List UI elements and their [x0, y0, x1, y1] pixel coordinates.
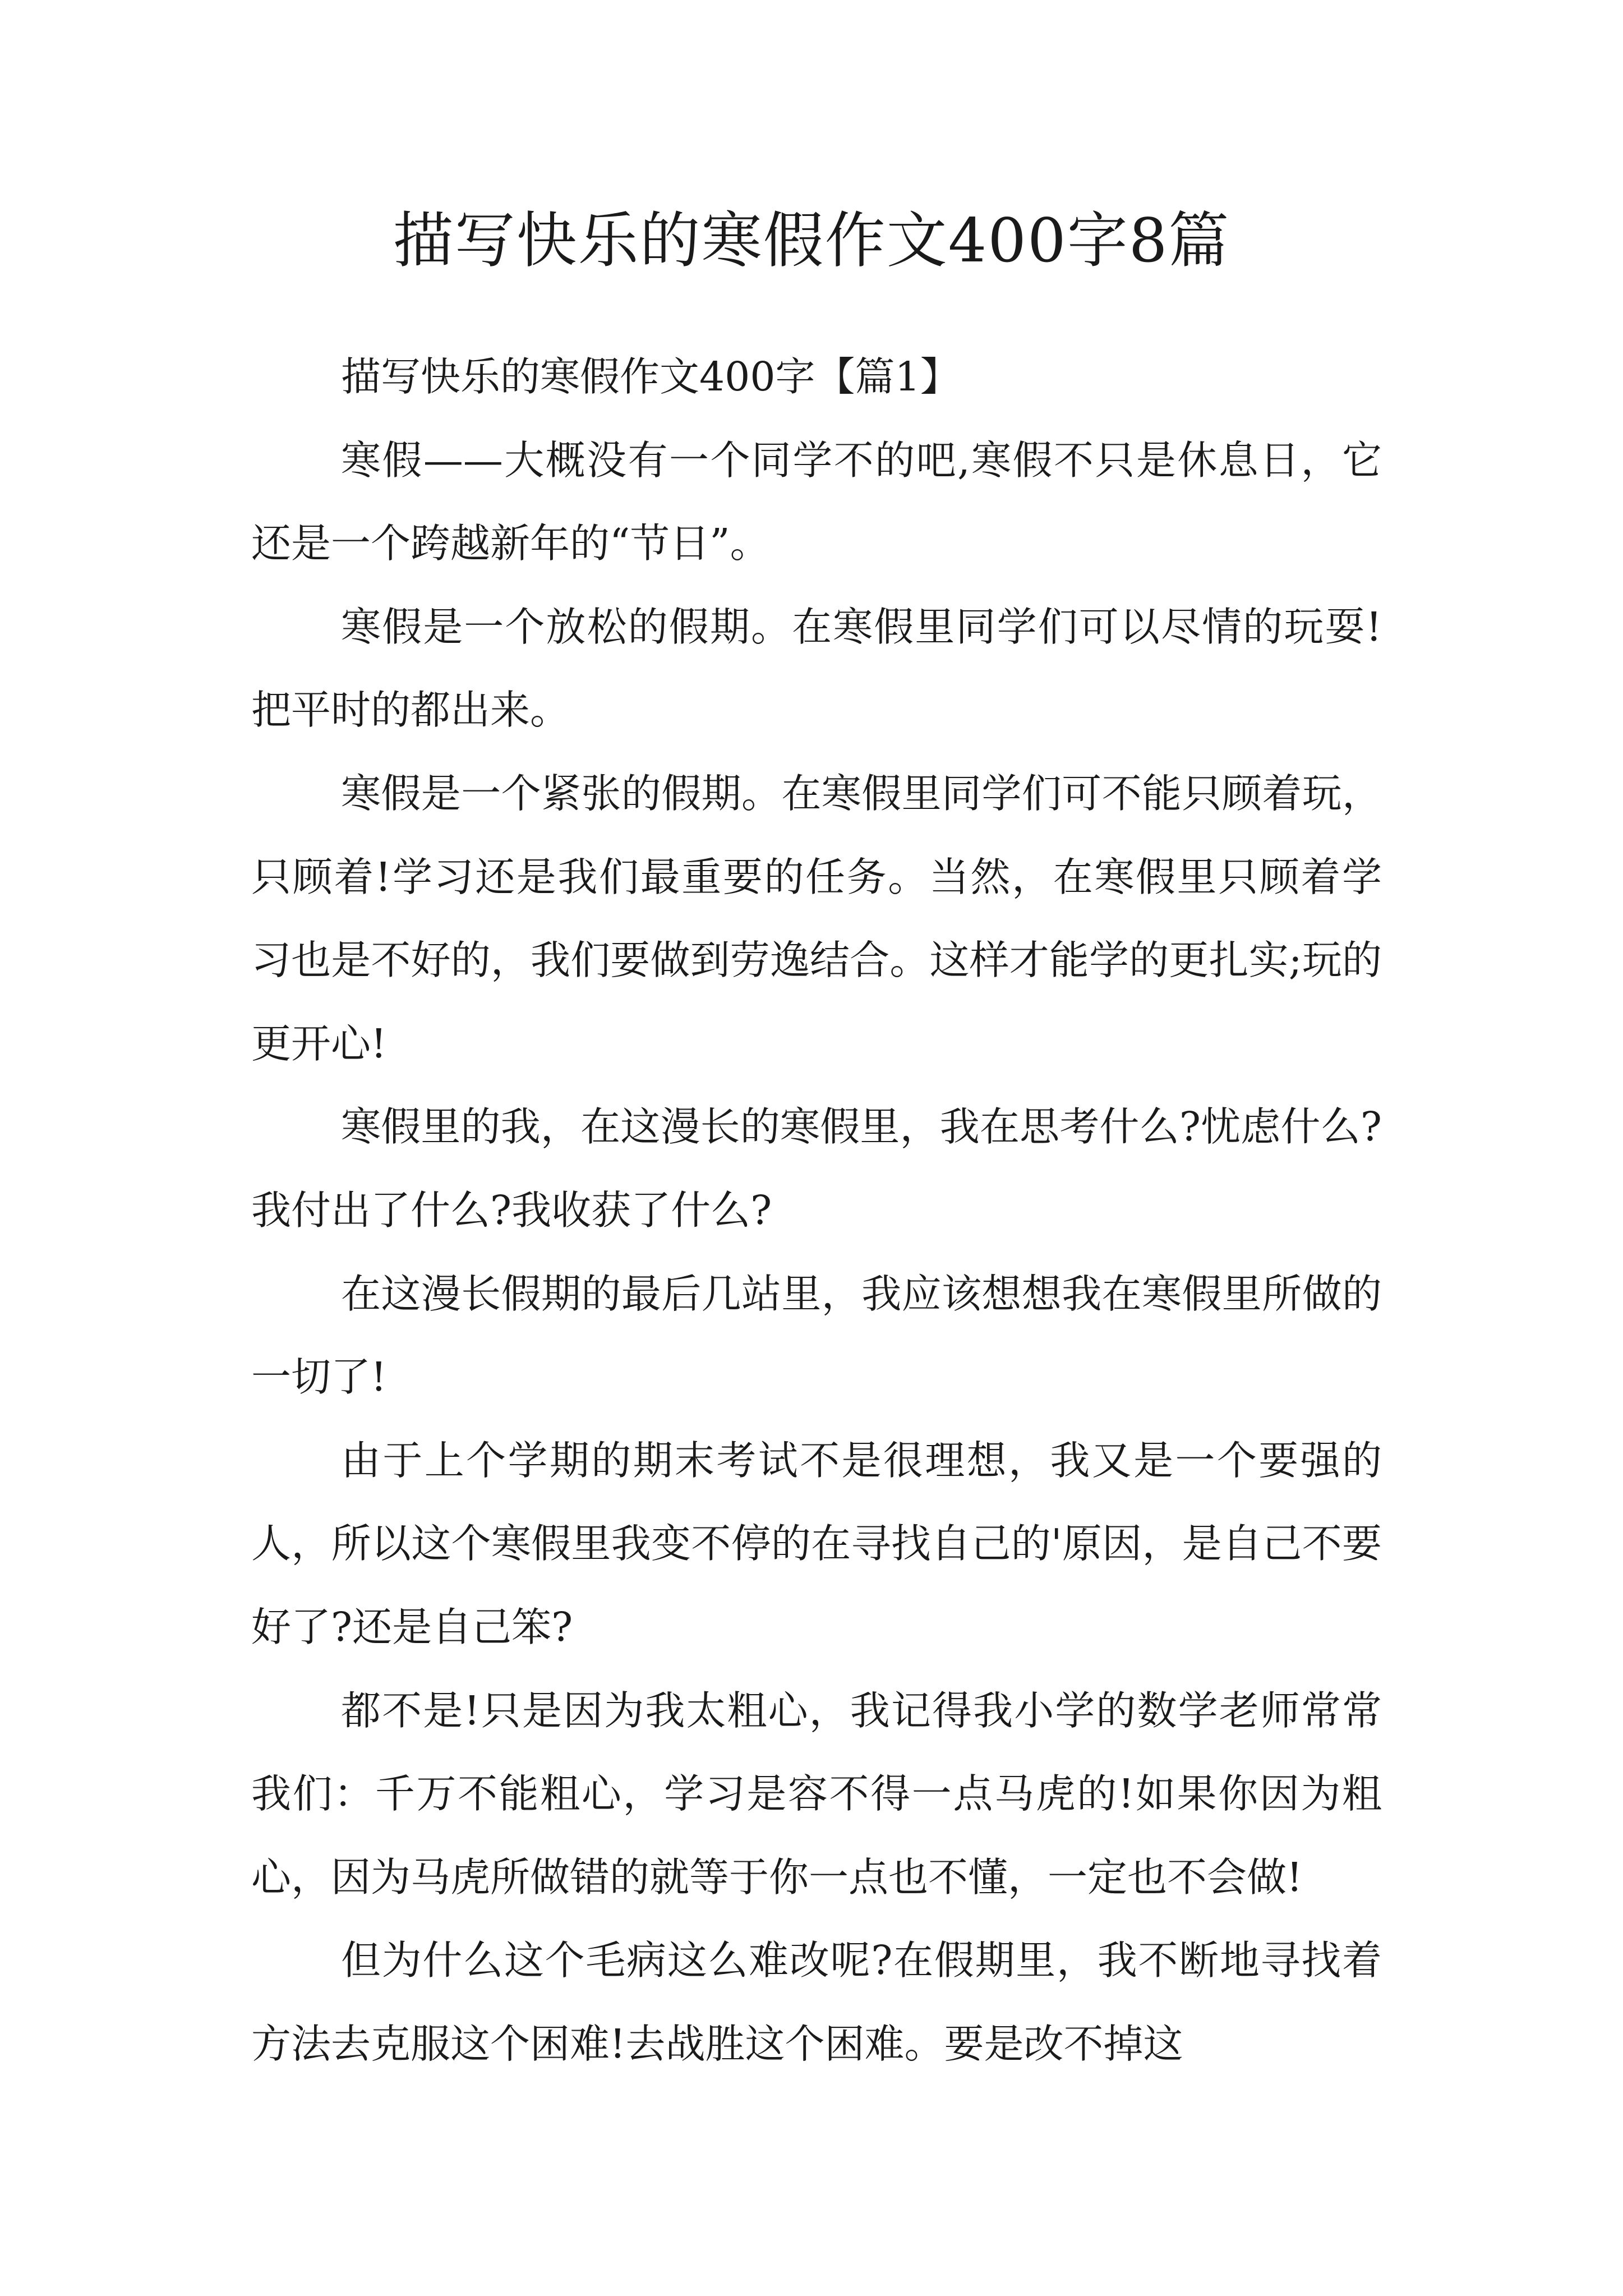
- paragraph: 在这漫长假期的最后几站里，我应该想想我在寒假里所做的一切了!: [251, 1270, 1382, 1401]
- document-body: [251, 335, 1382, 2086]
- paragraph: 寒假是一个紧张的假期。在寒假里同学们可不能只顾着玩，只顾着!学习还是我们最重要的任务。当然，在寒假里只顾着学习也是不好的，我们要做到劳逸结合。这样才能学的更扎实;玩的更开心!: [251, 770, 1382, 1067]
- document-title: 描写快乐的寒假作文400字8篇: [393, 206, 1230, 276]
- paragraph: 寒假里的我，在这漫长的寒假里，我在思考什么?忧虑什么?我付出了什么?我收获了什么?: [251, 1103, 1382, 1234]
- paragraph: 寒假是一个放松的假期。在寒假里同学们可以尽情的玩耍!把平时的都出来。: [251, 603, 1382, 734]
- paragraph: 都不是!只是因为我太粗心，我记得我小学的数学老师常常我们：千万不能粗心，学习是容不得一点马虎的!如果你因为粗心，因为马虎所做错的就等于你一点也不懂，一定也不会做!: [251, 1687, 1382, 1901]
- paragraph: 由于上个学期的期末考试不是很理想，我又是一个要强的人，所以这个寒假里我变不停的在寻找自己的'原因，是自己不要好了?还是自己笨?: [251, 1437, 1382, 1650]
- paragraph: 寒假——大概没有一个同学不的吧,寒假不只是休息日，它还是一个跨越新年的“节日”。: [251, 436, 1382, 567]
- paragraph: 但为什么这个毛病这么难改呢?在假期里，我不断地寻找着方法去克服这个困难!去战胜这个困难。要是改不掉这: [251, 1937, 1382, 2067]
- section-heading: 描写快乐的寒假作文400字【篇1】: [341, 353, 960, 400]
